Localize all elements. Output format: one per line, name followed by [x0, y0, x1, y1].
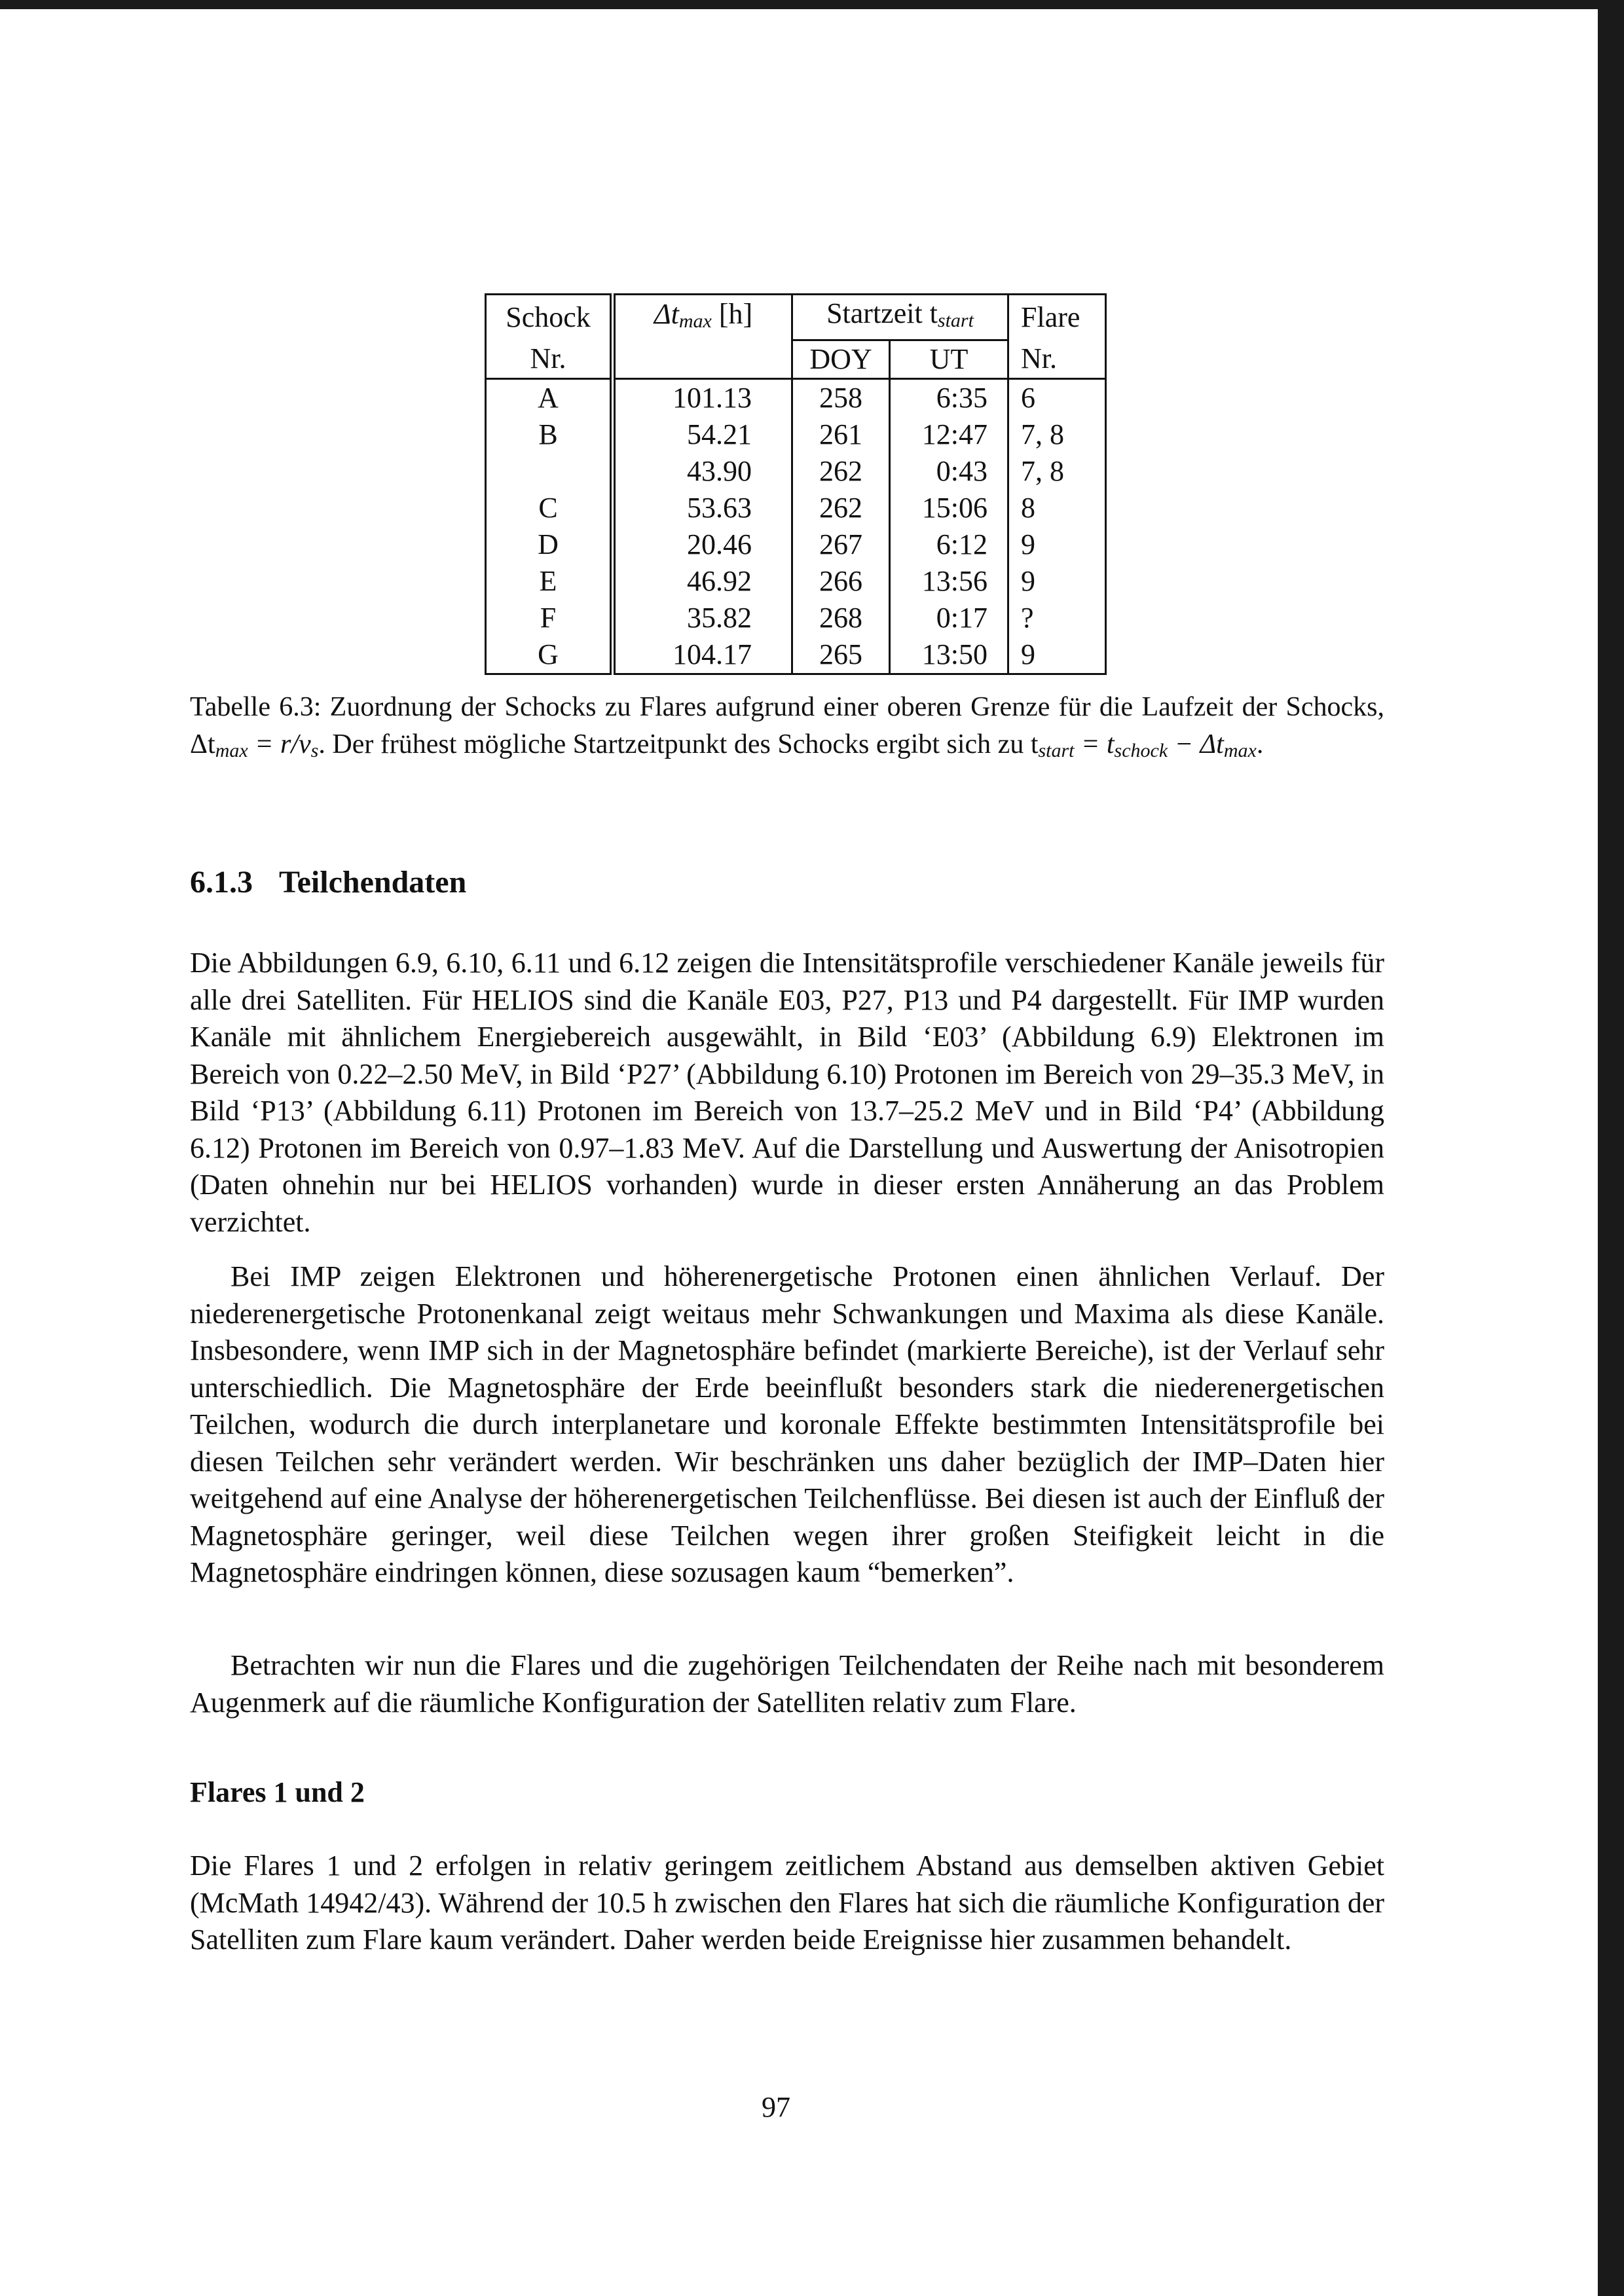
- table-row: 43.90 262 0:43 7, 8: [486, 453, 1106, 490]
- page-number: 97: [762, 2091, 790, 2123]
- table-row: G 104.17 265 13:50 9: [486, 636, 1106, 674]
- section-number: 6.1.3: [190, 865, 253, 900]
- header-startzeit: Startzeit tstart: [792, 295, 1008, 340]
- table-caption: Tabelle 6.3: Zuordnung der Schocks zu Flares aufgrund einer oberen Grenze für die Laufzeit der Schocks, Δtmax = r/vs. Der frühest mögliche Startzeitpunkt des Schocks ergibt sich zu tstart = tschock − Δtmax.: [190, 692, 1385, 761]
- table-row: C 53.63 262 15:06 8: [486, 490, 1106, 526]
- table-subheader-row: [486, 340, 1106, 379]
- header-schock-nr: Nr.: [486, 340, 613, 379]
- header-ut: UT: [890, 340, 1008, 379]
- subsection-heading: Flares 1 und 2: [190, 1776, 365, 1808]
- paragraph-flares-overview: Betrachten wir nun die Flares und die zugehörigen Teilchendaten der Reihe nach mit besonderem Augenmerk auf die räumliche Konfiguration der Satelliten relativ zum Flare.: [190, 1649, 1384, 1719]
- paragraph-intro: Die Abbildungen 6.9, 6.10, 6.11 und 6.12 zeigen die Intensitätsprofile verschiedener Kanäle jeweils für alle drei Satelliten. Für HELIOS sind die Kanäle E03, P27, P13 und P4 dargestellt. Für IMP wurden Kanäle mit ähnlichem Energiebereich ausgewählt, in Bild ‘E03’ (Abbildung 6.9) Elektronen im Bereich von 0.22–2.50 MeV, in Bild ‘P27’ (Abbildung 6.10) Protonen im Bereich von 29–35.3 MeV, in Bild ‘P13’ (Abbildung 6.11) Protonen im Bereich von 13.7–25.2 MeV und in Bild ‘P4’ (Abbildung 6.12) Protonen im Bereich von 0.97–1.83 MeV. Auf die Darstellung und Auswertung der Anisotropien (Daten ohnehin nur bei HELIOS vorhanden) wurde in dieser ersten Annäherung an das Problem verzichtet.: [190, 947, 1384, 1238]
- header-delta-t: Δtmax [h]: [613, 295, 792, 340]
- section-title: Teilchendaten: [279, 865, 467, 900]
- table-row: D 20.46 267 6:12 9: [486, 526, 1106, 563]
- header-flare: Flare: [1008, 295, 1106, 340]
- caption-label: Tabelle 6.3:: [190, 692, 322, 722]
- scan-border-top: [0, 0, 1624, 9]
- table-row: B 54.21 261 12:47 7, 8: [486, 416, 1106, 453]
- paragraph-flares-1-2: Die Flares 1 und 2 erfolgen in relativ geringem zeitlichem Abstand aus demselben aktiven Gebiet (McMath 14942/43). Während der 10.5 h zwischen den Flares hat sich die räumliche Konfiguration der Satelliten zum Flare kaum verändert. Daher werden beide Ereignisse hier zusammen behandelt.: [190, 1850, 1384, 1956]
- header-flare-nr: Nr.: [1008, 340, 1106, 379]
- table-row: A 101.13 258 6:35 6: [486, 379, 1106, 417]
- table-header-row: [486, 295, 1106, 340]
- table-row: F 35.82 268 0:17 ?: [486, 600, 1106, 636]
- table-row: E 46.92 266 13:56 9: [486, 563, 1106, 600]
- header-schock: Schock: [486, 295, 613, 340]
- header-doy: DOY: [792, 340, 890, 379]
- paragraph-imp: Bei IMP zeigen Elektronen und höherenergetische Protonen einen ähnlichen Verlauf. Der niederenergetische Protonenkanal zeigt weitaus mehr Schwankungen und Maxima als diese Kanäle. Insbesondere, wenn IMP sich in der Magnetosphäre befindet (markierte Bereiche), ist der Verlauf sehr unterschiedlich. Die Magnetosphäre der Erde beeinflußt besonders stark die niederenergetischen Teilchen, wodurch die durch interplanetare und koronale Effekte bestimmten Intensitätsprofile bei diesen Teilchen sehr verändert werden. Wir beschränken uns daher bezüglich der IMP–Daten hier weitgehend auf eine Analyse der höherenergetischen Teilchenflüsse. Bei diesen ist auch der Einfluß der Magnetosphäre geringer, weil diese Teilchen wegen ihrer großen Steifigkeit leicht in die Magnetosphäre eindringen können, diese sozusagen kaum “bemerken”.: [190, 1260, 1384, 1588]
- section-heading: [190, 864, 466, 900]
- shock-flare-table: [485, 293, 1107, 675]
- scan-border-right: [1598, 0, 1624, 2296]
